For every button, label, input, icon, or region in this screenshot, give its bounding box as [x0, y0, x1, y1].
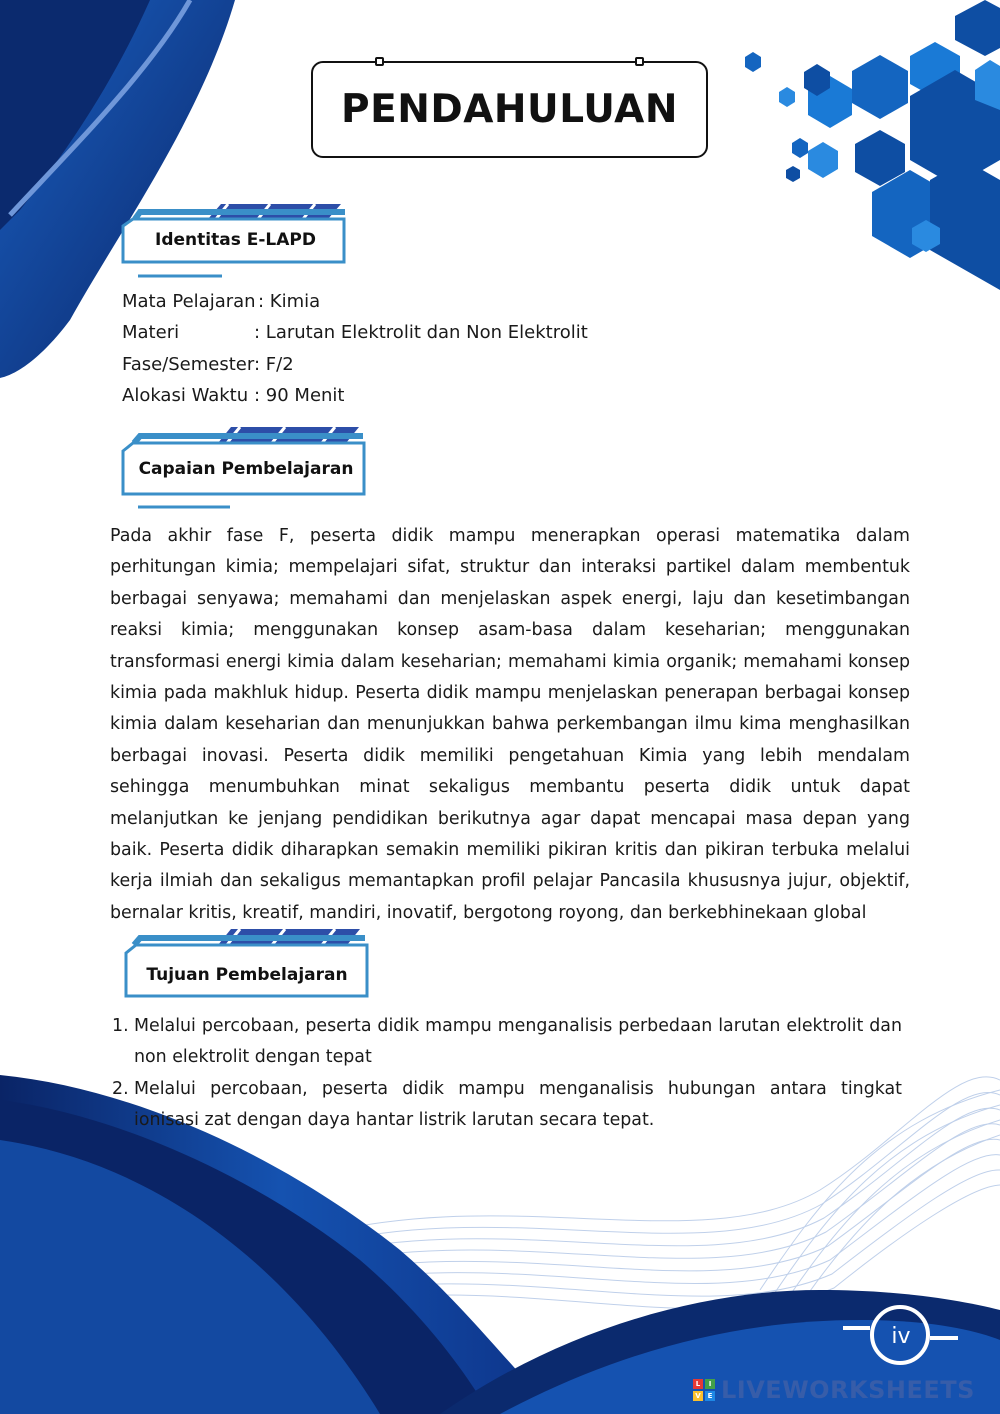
identitas-value: : Larutan Elektrolit dan Non Elektrolit: [254, 322, 588, 343]
logo-letter: I: [705, 1379, 715, 1389]
identitas-value: : F/2: [254, 354, 294, 375]
logo-letter: L: [693, 1379, 703, 1389]
identitas-value: : 90 Menit: [254, 385, 345, 406]
identitas-key: Alokasi Waktu: [122, 385, 249, 406]
list-number: 1.: [112, 1016, 129, 1036]
identitas-key: Mata Pelajaran: [122, 291, 256, 312]
page-title: PENDAHULUAN: [341, 87, 678, 132]
tujuan-list: [112, 1011, 902, 1137]
list-item: [112, 1011, 902, 1074]
list-item: [112, 1074, 902, 1137]
identitas-row: [122, 356, 722, 378]
identitas-key: Fase/Semester: [122, 354, 255, 375]
section-label-tujuan: Tujuan Pembelajaran: [146, 965, 348, 985]
identitas-row: [122, 324, 722, 346]
list-number: 2.: [112, 1078, 129, 1099]
title-tab-left: [375, 57, 384, 66]
list-item-text: Melalui percobaan, peserta didik mampu menganalisis hubungan antara tingkat ionisasi zat dengan daya hantar listrik larutan secara tepat.: [134, 1078, 902, 1131]
title-box: [311, 61, 708, 158]
hexagon-cluster: [745, 0, 1000, 290]
identitas-value: : Kimia: [258, 291, 321, 312]
list-item-text: Melalui percobaan, peserta didik mampu menganalisis perbedaan larutan elektrolit dan non elektrolit dengan tepat: [134, 1016, 902, 1068]
label-tujuan-decoration: [126, 929, 367, 996]
identitas-row: [122, 293, 722, 315]
identitas-row: [122, 387, 722, 409]
liveworksheets-watermark: [693, 1376, 975, 1404]
capaian-paragraph: Pada akhir fase F, peserta didik mampu menerapkan operasi matematika dalam perhitungan kimia; mempelajari sifat, struktur dan interaksi partikel dalam membentuk berbagai senyawa; memahami dan menjelaskan aspek energi, laju dan kesetimbangan reaksi kimia; menggunakan konsep asam-basa dalam keseharian; menggunakan transformasi energi kimia dalam keseharian; memahami kimia organik; memahami konsep kimia pada makhluk hidup. Peserta didik mampu menjelaskan penerapan berbagai konsep kimia dalam keseharian dan menunjukkan bahwa perkembangan ilmu kima menghasilkan berbagai inovasi. Peserta didik memiliki pengetahuan Kimia yang lebih mendalam sehingga menumbuhkan minat sekaligus membantu peserta didik untuk dapat melanjutkan ke jenjang pendidikan berikutnya agar dapat mencapai masa depan yang baik. Peserta didik diharapkan semakin memiliki pikiran kritis dan pikiran terbuka melalui kerja ilmiah dan sekaligus memantapkan profil pelajar Pancasila khususnya jujur, objektif, bernalar kritis, kreatif, mandiri, inovatif, bergotong royong, dan berkebhinekaan global: [110, 526, 910, 923]
liveworksheets-logo-icon: [693, 1379, 715, 1401]
logo-letter: E: [705, 1391, 715, 1401]
page-number: [866, 1316, 936, 1361]
section-label-identitas: Identitas E-LAPD: [155, 230, 316, 250]
logo-letter: V: [693, 1391, 703, 1401]
watermark-text: LIVEWORKSHEETS: [721, 1376, 975, 1404]
page-number-text: iv: [891, 1324, 911, 1349]
section-label-capaian: Capaian Pembelajaran: [138, 459, 354, 479]
title-tab-right: [635, 57, 644, 66]
identitas-key: Materi: [122, 322, 180, 343]
